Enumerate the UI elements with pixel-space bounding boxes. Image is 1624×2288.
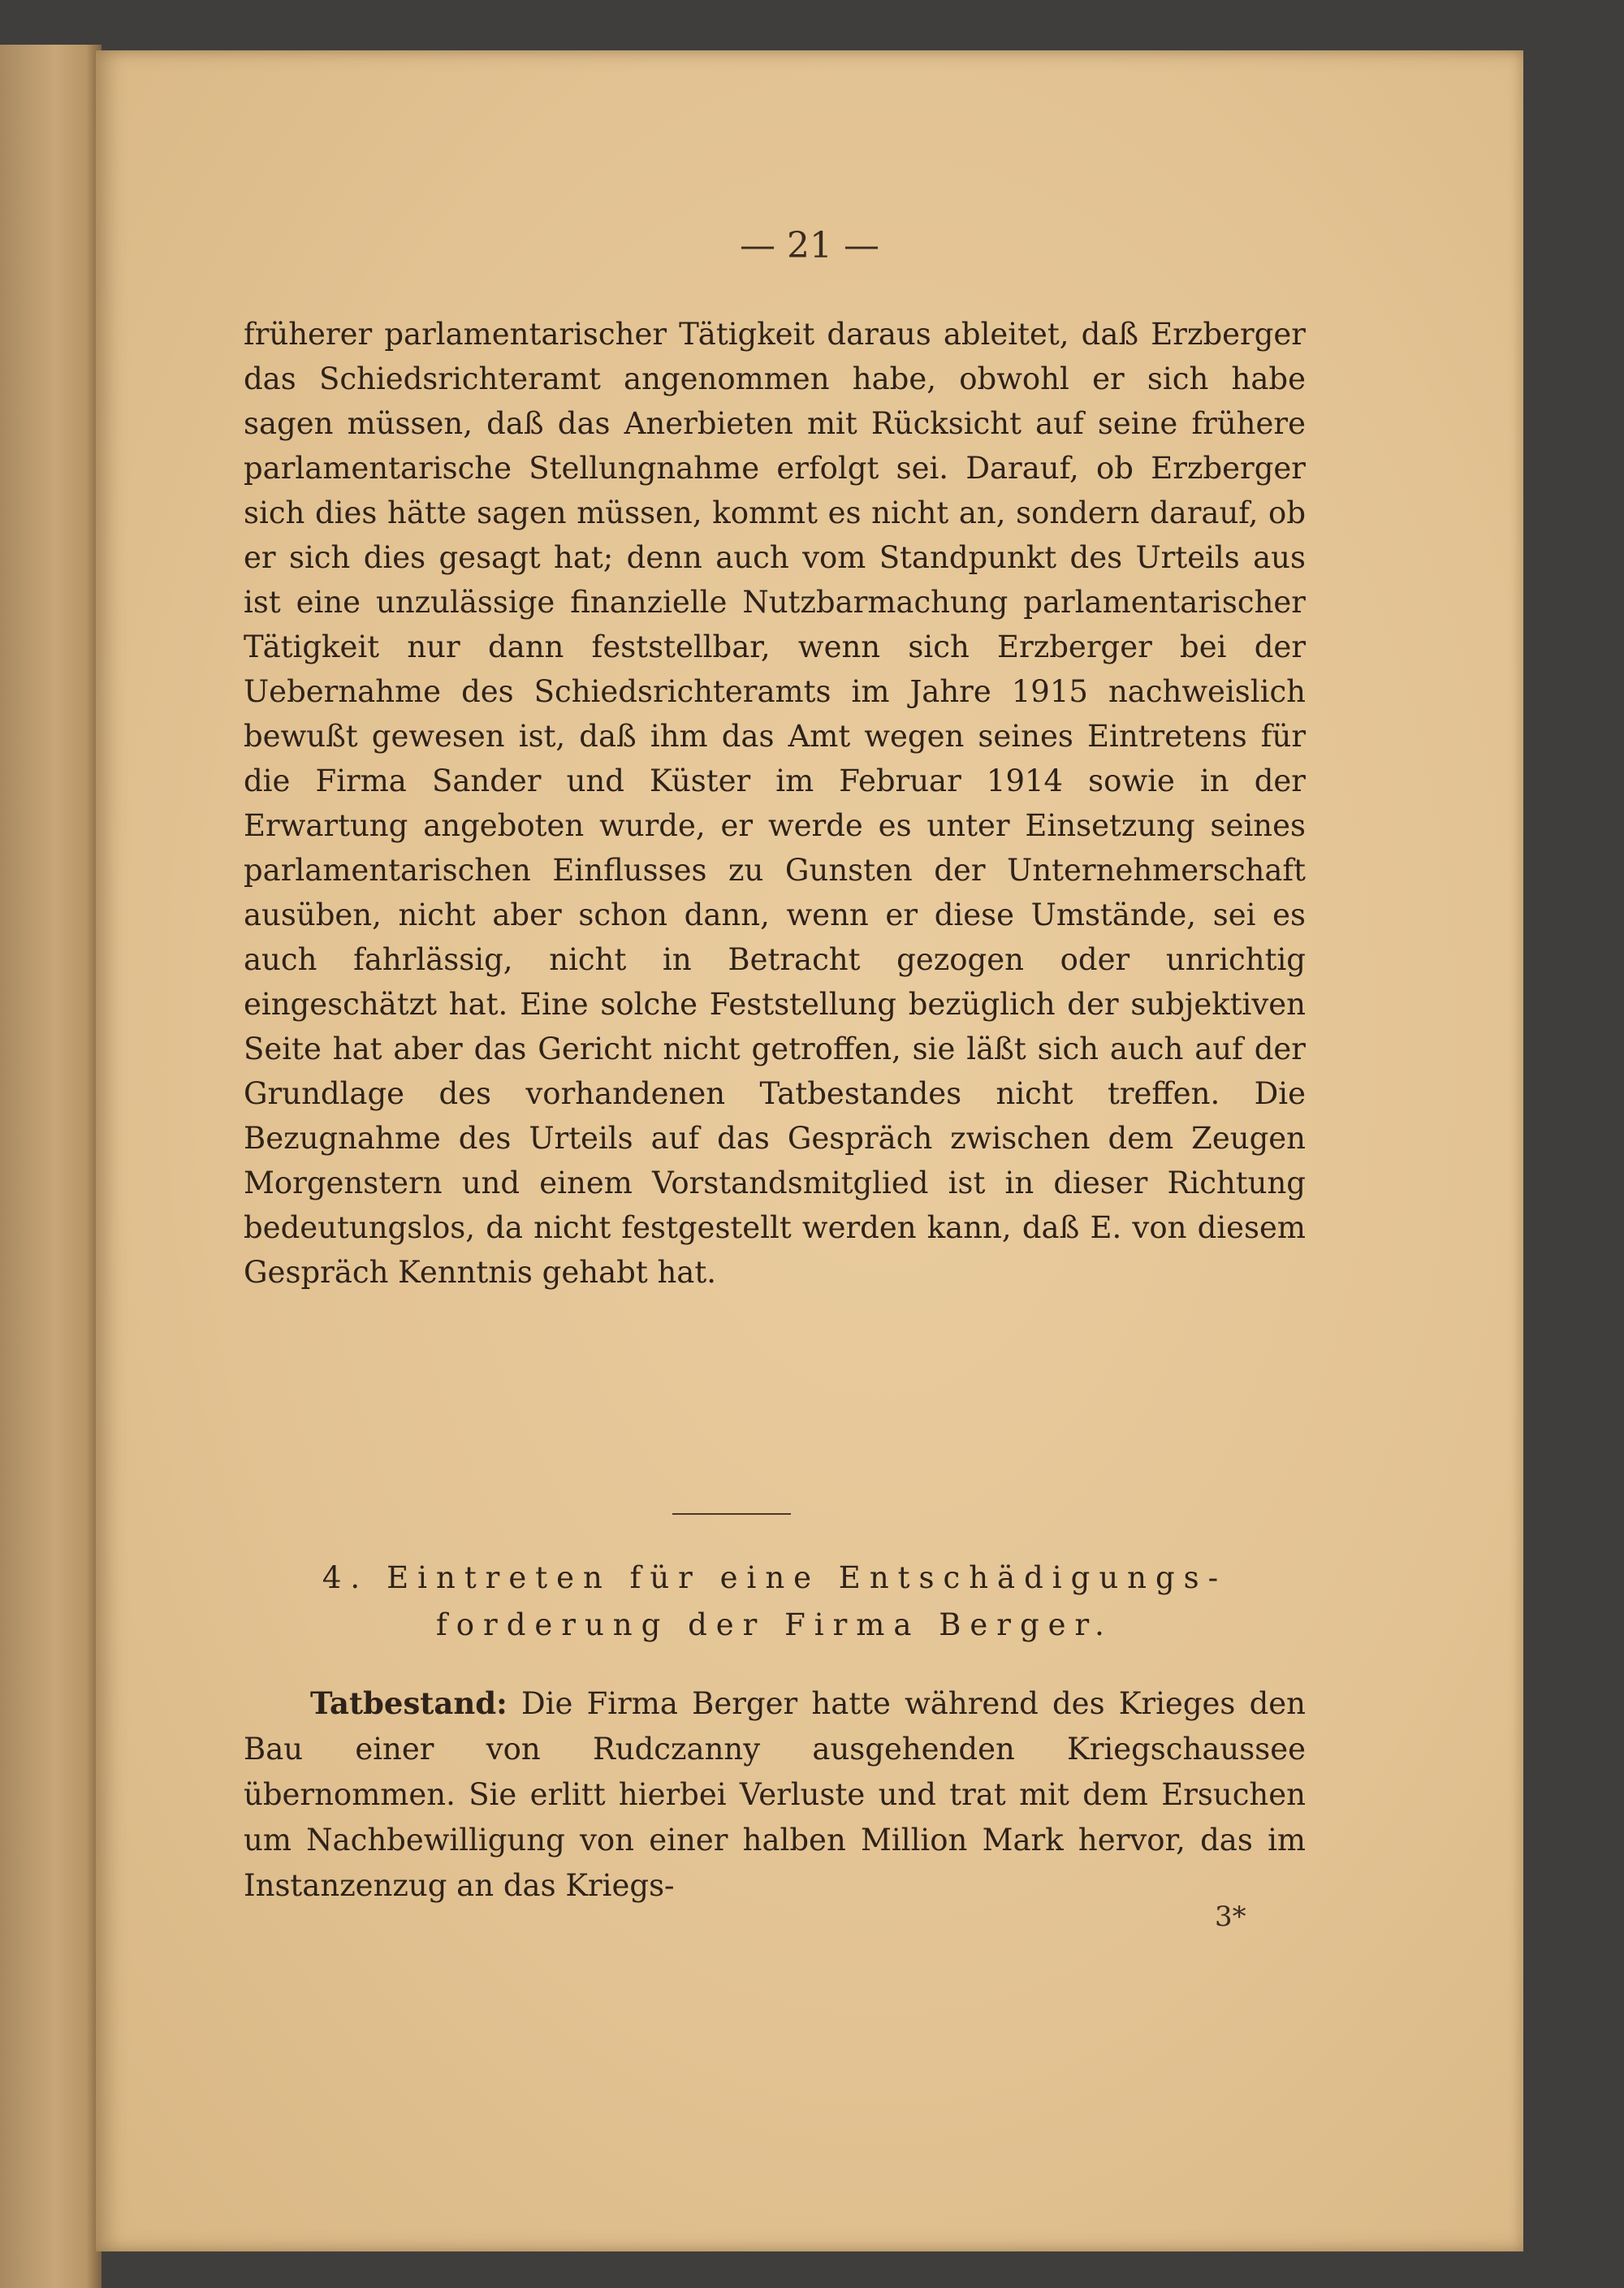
section-title-part-1: Eintreten für eine Entschädigungs- bbox=[387, 1560, 1228, 1595]
section-heading bbox=[244, 1555, 1306, 1649]
section-divider bbox=[672, 1513, 791, 1515]
tatbestand-paragraph bbox=[244, 1680, 1306, 1909]
tatbestand-label: Tatbestand: bbox=[310, 1685, 508, 1721]
section-number: 4. bbox=[322, 1560, 369, 1595]
book-page bbox=[96, 50, 1523, 2251]
tatbestand-text: Die Firma Berger hatte während des Krieges den Bau einer von Rudczanny ausgehenden Kriegschaussee übernommen. Sie erlitt hierbei Verluste und trat mit dem Ersuchen um Nachbewilligung von einer halben Million Mark hervor, das im Instanzenzug an das Kriegs- bbox=[244, 1686, 1307, 1903]
facing-page-edge bbox=[0, 45, 102, 2288]
signature-mark: 3* bbox=[1215, 1901, 1246, 1933]
page-number: — 21 — bbox=[740, 225, 879, 266]
section-heading-line-1 bbox=[244, 1555, 1306, 1602]
section-heading-line-2: forderung der Firma Berger. bbox=[436, 1607, 1113, 1642]
body-paragraph: früherer parlamentarischer Tätigkeit daraus ableitet, daß Erzberger das Schiedsrichteramt angenommen habe, obwohl er sich habe sagen müssen, daß das Anerbieten mit Rücksicht auf seine frühere parlamentarische Stellungnahme erfolgt sei. Darauf, ob Erzberger sich dies hätte sagen müssen, kommt es nicht an, sondern darauf, ob er sich dies gesagt hat; denn auch vom Standpunkt des Urteils aus ist eine unzulässige finanzielle Nutzbarmachung parlamentarischer Tätigkeit nur dann feststellbar, wenn sich Erzberger bei der Uebernahme des Schiedsrichteramts im Jahre 1915 nachweislich bewußt gewesen ist, daß ihm das Amt wegen seines Eintretens für die Firma Sander und Küster im Februar 1914 sowie in der Erwartung angeboten wurde, er werde es unter Einsetzung seines parlamentarischen Einflusses zu Gunsten der Unternehmerschaft ausüben, nicht aber schon dann, wenn er diese Umstände, sei es auch fahrlässig, nicht in Betracht gezogen oder unrichtig eingeschätzt hat. Eine solche Feststellung bezüglich der subjektiven Seite hat aber das Gericht nicht getroffen, sie läßt sich auch auf der Grundlage des vorhandenen Tatbestandes nicht treffen. Die Bezugnahme des Urteils auf das Gespräch zwischen dem Zeugen Morgenstern und einem Vorstandsmitglied ist in dieser Richtung bedeutungslos, da nicht festgestellt werden kann, daß E. von diesem Gespräch Kenntnis gehabt hat. bbox=[244, 317, 1306, 1290]
